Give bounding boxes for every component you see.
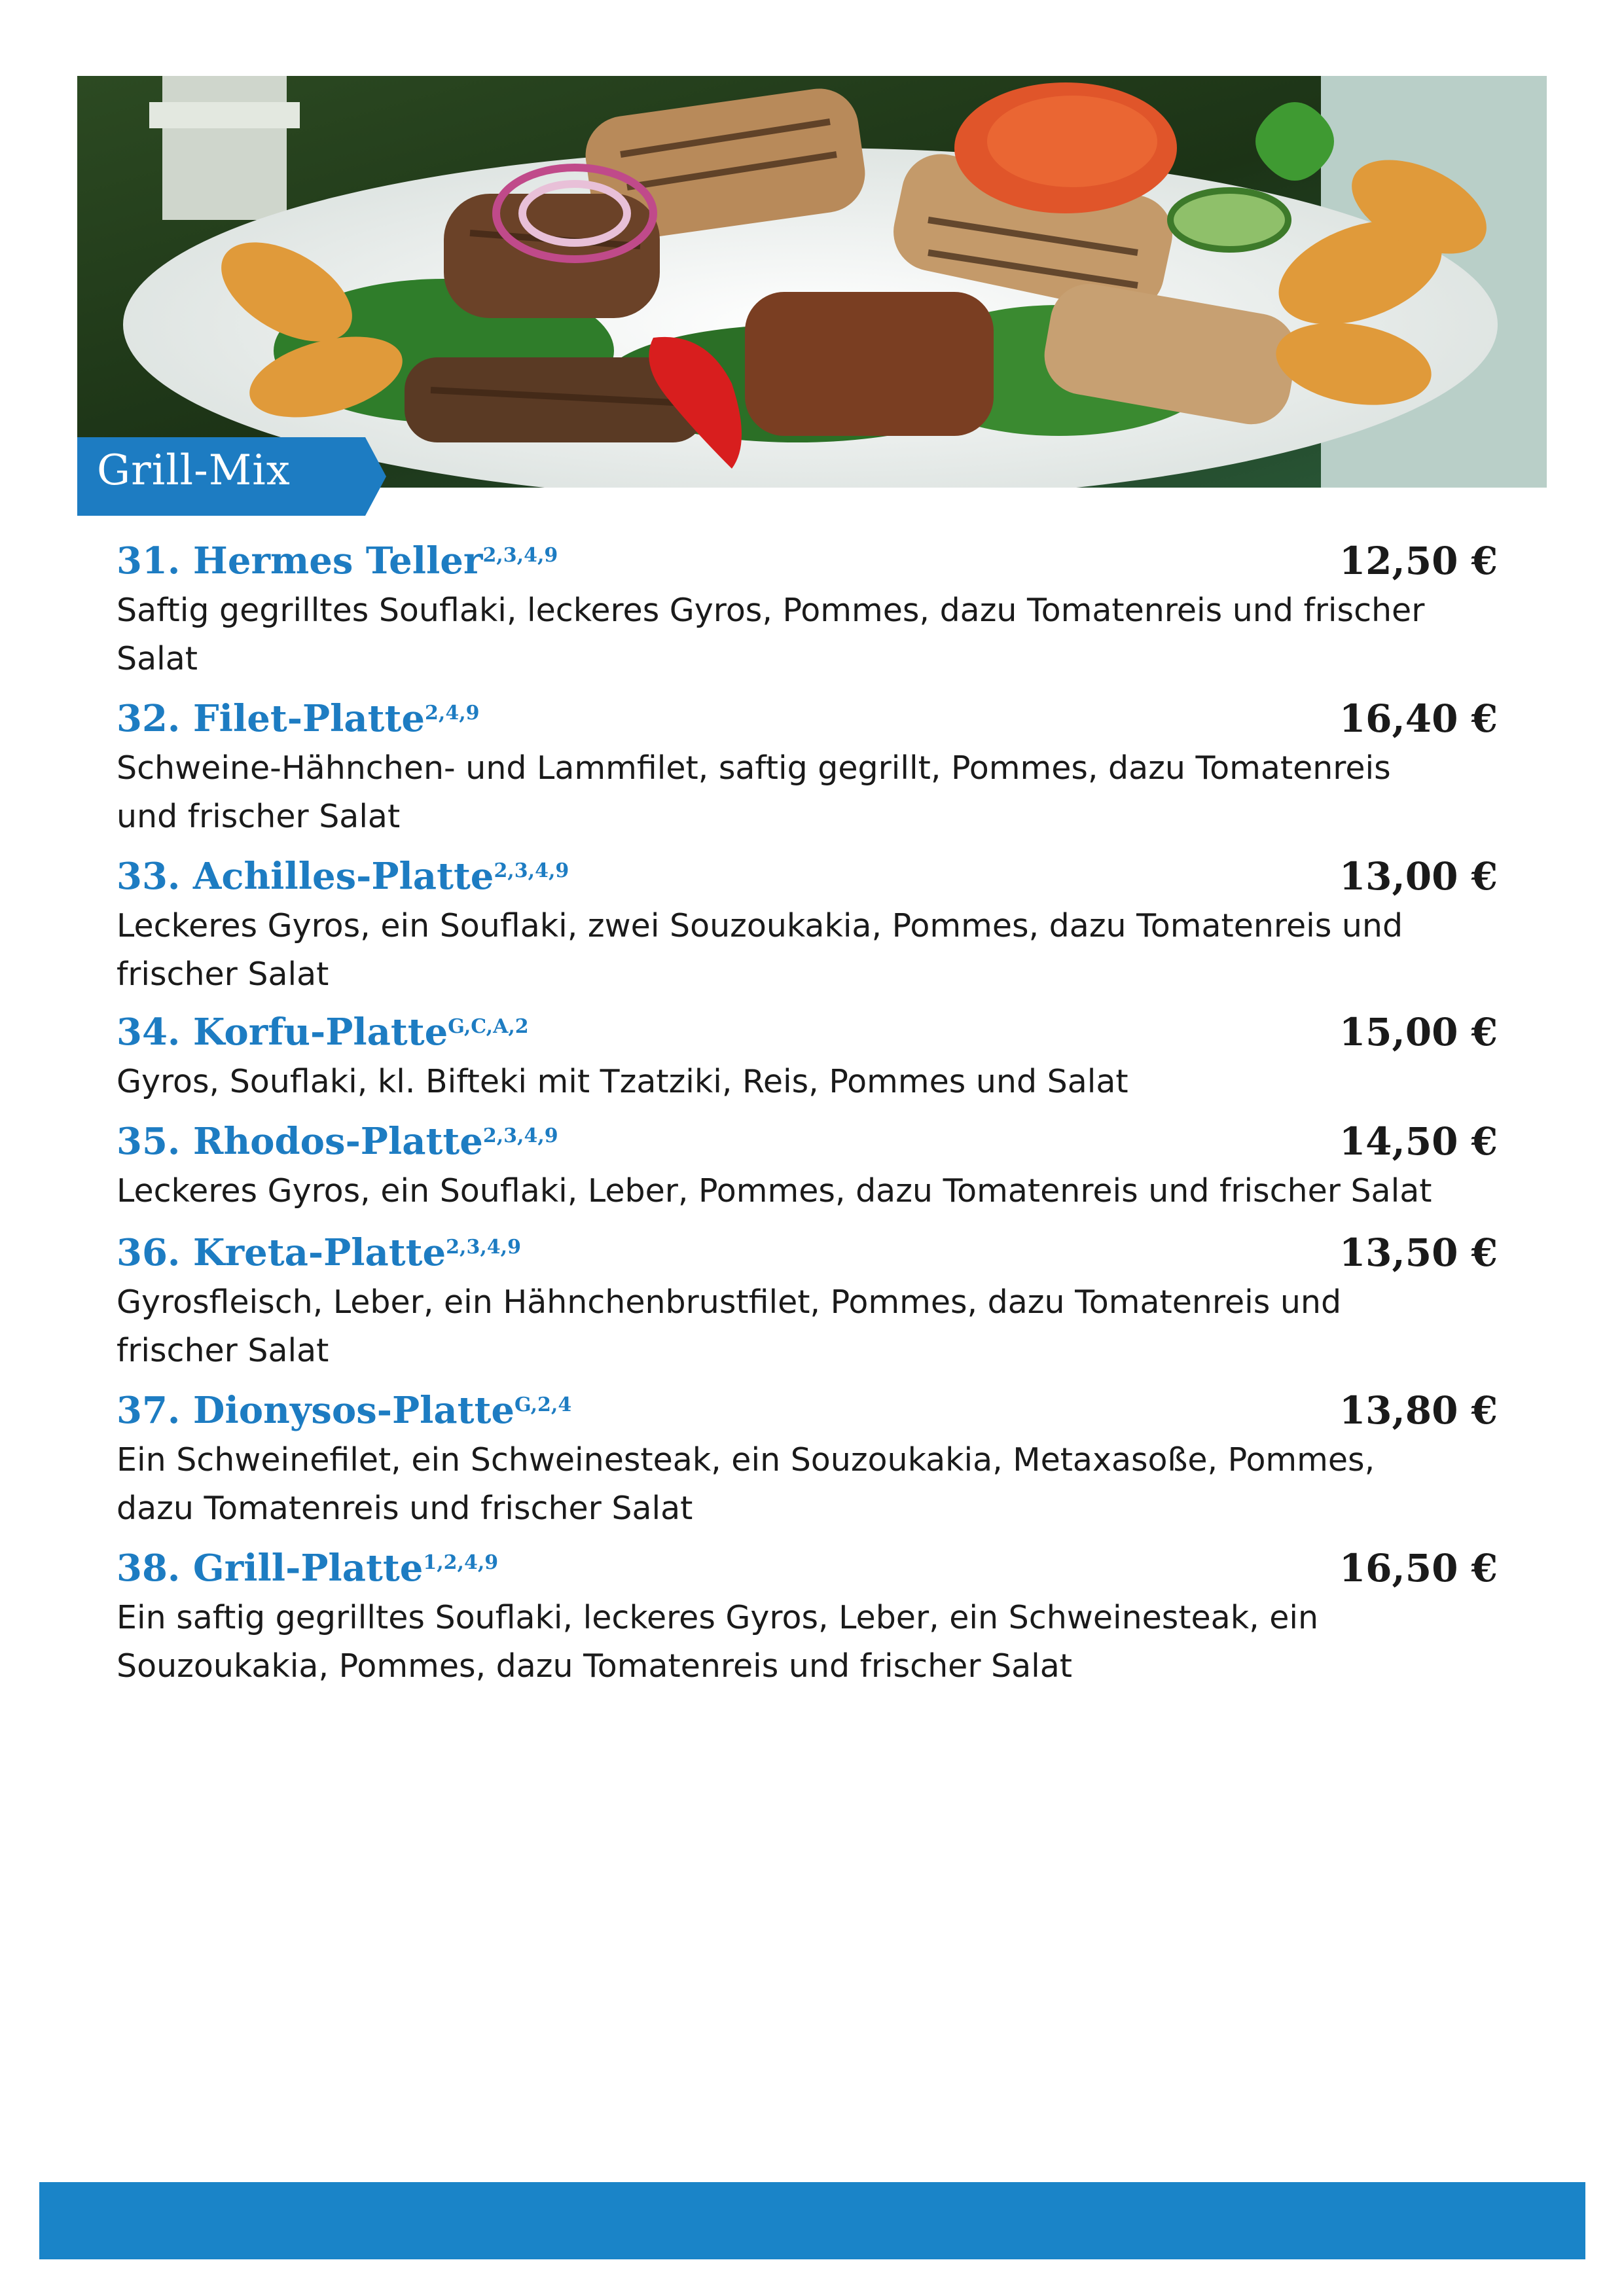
section-header	[77, 437, 391, 516]
menu-item	[117, 1543, 1498, 1691]
allergen-codes: 2,3,4,9	[494, 859, 569, 882]
footer-bar	[39, 2182, 1585, 2259]
allergen-codes: 2,3,4,9	[482, 544, 558, 567]
menu-item	[117, 851, 1498, 999]
item-title: 34. Korfu-Platte$^{G,C,A,2}$	[117, 1011, 529, 1054]
allergen-codes: 2,4,9	[425, 702, 480, 725]
allergen-codes: G,2,4	[514, 1393, 572, 1416]
menu-item	[117, 1227, 1498, 1375]
item-price: 16,40 €	[1339, 696, 1498, 741]
menu-item	[117, 535, 1498, 683]
allergen-codes: 1,2,4,9	[423, 1551, 499, 1574]
allergen-codes: 2,3,4,9	[482, 1124, 558, 1147]
hero-food-photo	[77, 76, 1547, 488]
item-description: Leckeres Gyros, ein Souflaki, Leber, Pommes, dazu Tomatenreis und frischer Salat	[117, 1172, 1432, 1210]
item-description: Leckeres Gyros, ein Souflaki, zwei Souzoukakia, Pommes, dazu Tomatenreis und frischer Salat	[117, 907, 1403, 993]
item-description: Schweine-Hähnchen- und Lammfilet, saftig gegrillt, Pommes, dazu Tomatenreis und frischer Salat	[117, 749, 1391, 835]
item-title: 38. Grill-Platte$^{1,2,4,9}$	[117, 1547, 499, 1590]
item-title: 31. Hermes Teller$^{2,3,4,9}$	[117, 539, 558, 583]
item-price: 13,50 €	[1339, 1230, 1498, 1275]
allergen-codes: 2,3,4,9	[446, 1236, 521, 1259]
item-title: 37. Dionysos-Platte$^{G,2,4}$	[117, 1389, 572, 1432]
item-title: 32. Filet-Platte$^{2,4,9}$	[117, 697, 480, 740]
item-price: 13,00 €	[1339, 854, 1498, 899]
section-title: Grill-Mix	[97, 446, 291, 495]
item-price: 16,50 €	[1339, 1546, 1498, 1590]
item-description: Ein saftig gegrilltes Souflaki, leckeres Gyros, Leber, ein Schweinesteak, ein Souzoukakia, Pommes, dazu Tomatenreis und frischer Salat	[117, 1599, 1319, 1685]
menu-item	[117, 1116, 1498, 1215]
menu-item	[117, 1385, 1498, 1533]
item-title: 35. Rhodos-Platte$^{2,3,4,9}$	[117, 1120, 558, 1163]
item-title: 36. Kreta-Platte$^{2,3,4,9}$	[117, 1231, 521, 1274]
allergen-codes: G,C,A,2	[448, 1015, 529, 1038]
menu-item	[117, 693, 1498, 841]
item-price: 15,00 €	[1339, 1010, 1498, 1054]
item-description: Gyros, Souflaki, kl. Bifteki mit Tzatziki, Reis, Pommes und Salat	[117, 1063, 1128, 1100]
item-price: 14,50 €	[1339, 1119, 1498, 1164]
item-description: Gyrosfleisch, Leber, ein Hähnchenbrustfilet, Pommes, dazu Tomatenreis und frischer Salat	[117, 1283, 1342, 1369]
item-price: 13,80 €	[1339, 1388, 1498, 1433]
item-price: 12,50 €	[1339, 539, 1498, 583]
item-description: Ein Schweinefilet, ein Schweinesteak, ein Souzoukakia, Metaxasoße, Pommes, dazu Tomatenreis und frischer Salat	[117, 1441, 1375, 1527]
item-description: Saftig gegrilltes Souflaki, leckeres Gyros, Pommes, dazu Tomatenreis und frischer Salat	[117, 592, 1425, 677]
item-title: 33. Achilles-Platte$^{2,3,4,9}$	[117, 855, 569, 898]
menu-item	[117, 1007, 1498, 1106]
